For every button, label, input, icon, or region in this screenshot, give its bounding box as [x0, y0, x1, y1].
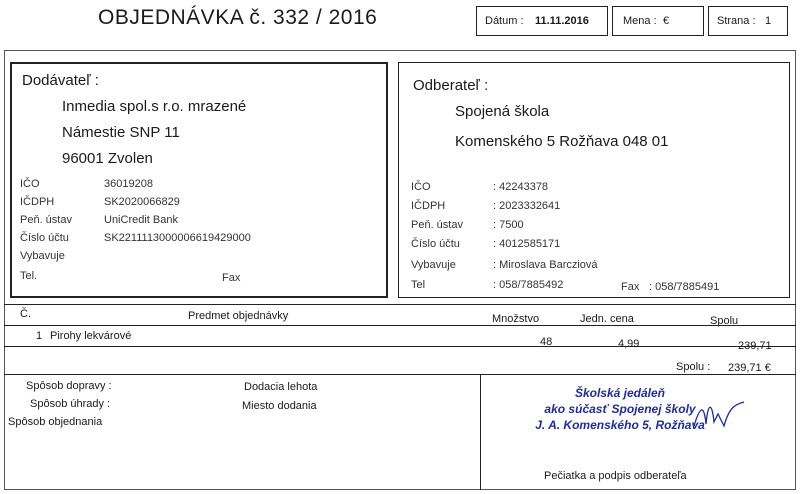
delivery-place-label: Miesto dodania	[242, 400, 317, 412]
transport-label: Spôsob dopravy :	[26, 380, 112, 392]
stamp-line-2: ako súčasť Spojenej školy	[544, 402, 696, 416]
row-qty: 48	[540, 336, 553, 348]
supplier-icdph-value: SK2020066829	[104, 196, 180, 208]
supplier-bank-value: UniCredit Bank	[104, 214, 178, 226]
supplier-city: 96001 Zvolen	[62, 150, 153, 167]
customer-account-value: : 4012585171	[493, 238, 561, 250]
row-item-name: Pirohy lekvárové	[50, 330, 132, 342]
sum-label: Spolu :	[676, 361, 711, 373]
page-box	[708, 6, 788, 36]
currency-label: Mena :	[623, 15, 657, 27]
customer-icdph-label: IČDPH	[411, 200, 446, 212]
supplier-fax-label: Fax	[222, 272, 241, 284]
footer-divider	[480, 375, 481, 490]
document-title: OBJEDNÁVKA č. 332 / 2016	[98, 6, 378, 29]
customer-ico-value: : 42243378	[493, 181, 549, 193]
customer-fax-value: : 058/7885491	[649, 281, 720, 293]
supplier-handler-label: Vybavuje	[20, 250, 65, 262]
supplier-account-value: SK2211113000006619429000	[104, 232, 251, 244]
customer-heading: Odberateľ :	[413, 77, 489, 94]
customer-fax-label: Fax	[621, 281, 640, 293]
supplier-name: Inmedia spol.s r.o. mrazené	[62, 98, 247, 115]
column-header-no: Č.	[20, 308, 31, 320]
customer-icdph-value: : 2023332641	[493, 200, 561, 212]
supplier-heading: Dodávateľ :	[22, 72, 99, 89]
column-header-item: Predmet objednávky	[188, 310, 289, 322]
supplier-street: Námestie SNP 11	[62, 124, 180, 141]
date-label: Dátum :	[485, 15, 524, 27]
supplier-tel-label: Tel.	[20, 270, 38, 282]
table-row-rule	[4, 346, 796, 347]
customer-box	[398, 62, 790, 298]
customer-handler-value: : Miroslava Barcziová	[493, 259, 598, 271]
customer-bank-label: Peň. ústav	[411, 219, 463, 231]
customer-bank-value: : 7500	[493, 219, 524, 231]
column-header-unit-price: Jedn. cena	[580, 313, 634, 325]
column-header-qty: Množstvo	[492, 313, 540, 325]
row-total: 239,71	[738, 340, 772, 352]
supplier-bank-label: Peň. ústav	[20, 214, 72, 226]
row-no: 1	[36, 330, 43, 342]
row-unit-price: 4,99	[618, 338, 640, 350]
page-label: Strana :	[717, 15, 756, 27]
signature-mark	[690, 396, 750, 436]
customer-tel-value: : 058/7885492	[493, 279, 564, 291]
currency-value: €	[663, 15, 670, 27]
stamp-line-1: Školská jedáleň	[574, 386, 666, 400]
date-value: 11.11.2016	[535, 15, 589, 27]
supplier-ico-label: IČO	[20, 178, 40, 190]
customer-handler-label: Vybavuje	[411, 259, 456, 271]
table-top-rule	[4, 304, 796, 305]
ordering-label: Spôsob objednania	[8, 416, 103, 428]
supplier-box	[10, 62, 388, 298]
signature-label: Pečiatka a podpis odberateľa	[544, 470, 687, 482]
table-bottom-rule	[4, 374, 796, 375]
delivery-term-label: Dodacia lehota	[244, 381, 318, 393]
currency-box	[612, 6, 704, 36]
stamp-line-3: J. A. Komenského 5, Rožňava	[535, 418, 705, 432]
sum-value: 239,71 €	[728, 362, 771, 374]
column-header-total: Spolu	[710, 315, 739, 327]
table-header-rule	[4, 325, 796, 326]
customer-tel-label: Tel	[411, 279, 426, 291]
customer-account-label: Číslo účtu	[411, 238, 460, 250]
supplier-icdph-label: IČDPH	[20, 196, 55, 208]
customer-ico-label: IČO	[411, 181, 431, 193]
customer-address: Komenského 5 Rožňava 048 01	[455, 133, 669, 150]
payment-label: Spôsob úhrady :	[30, 398, 111, 410]
page-value: 1	[765, 15, 772, 27]
supplier-ico-value: 36019208	[104, 178, 153, 190]
supplier-account-label: Číslo účtu	[20, 232, 69, 244]
date-box	[476, 6, 608, 36]
customer-name: Spojená škola	[455, 103, 550, 120]
